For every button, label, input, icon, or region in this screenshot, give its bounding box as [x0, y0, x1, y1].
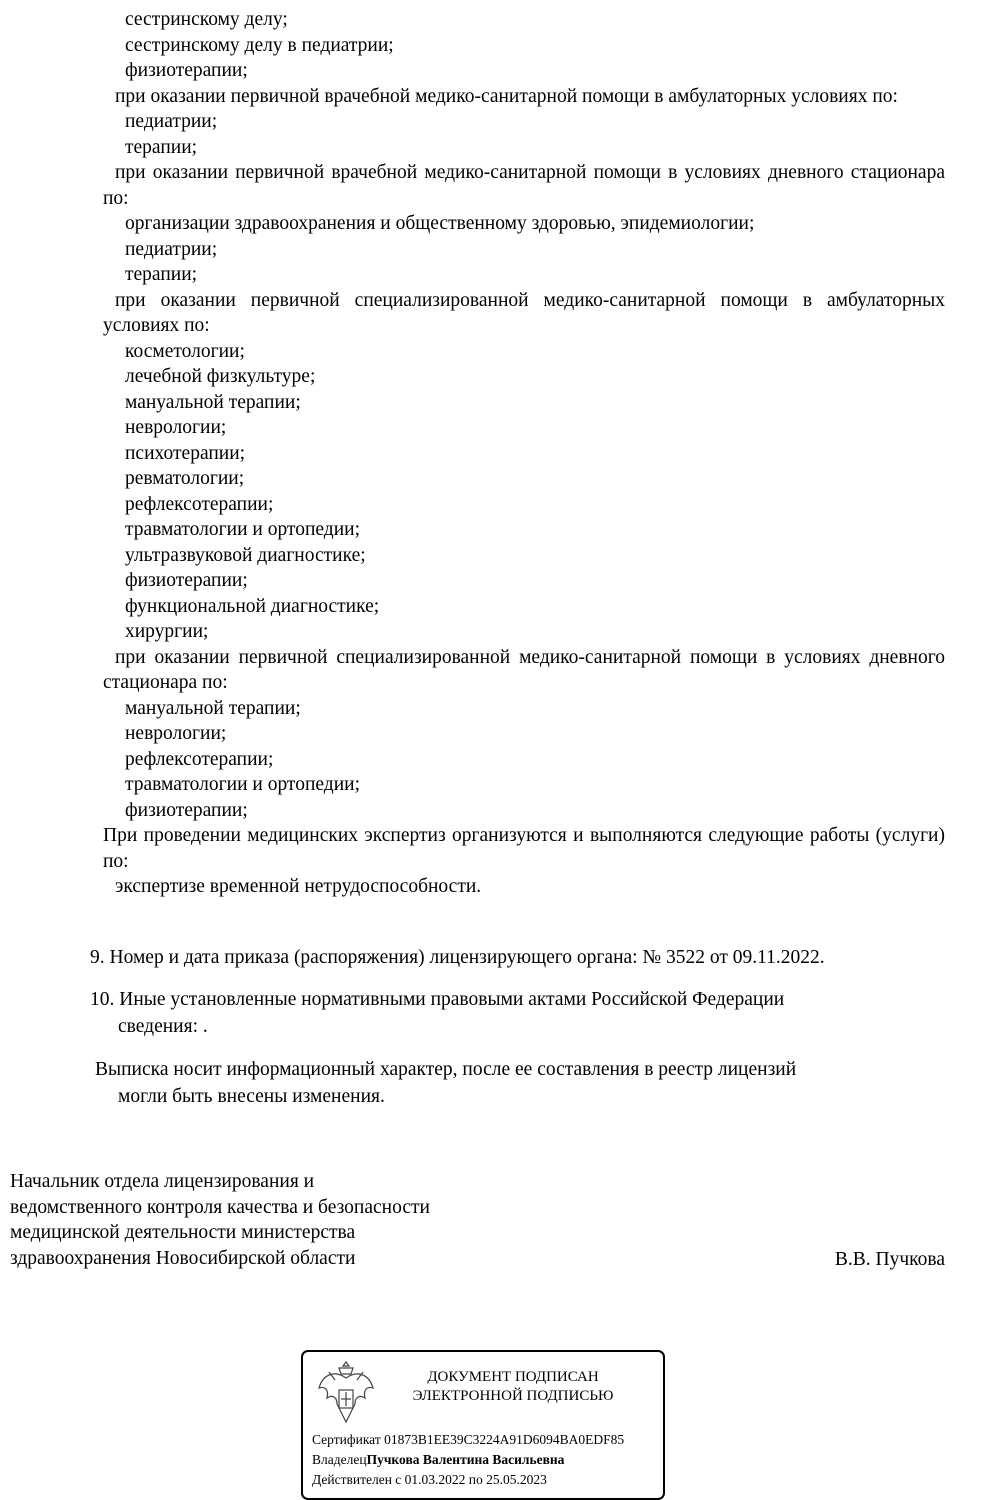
list-item: экспертизе временной нетрудоспособности. [115, 876, 482, 897]
list-item: психотерапии; [125, 442, 246, 464]
owner-name: Пучкова Валентина Васильевна [366, 1452, 565, 1467]
item-10 [90, 986, 784, 1040]
signatory-line: ведомственного контроля качества и безопасности [10, 1196, 430, 1218]
signatory-line: здравоохранения Новосибирской области [10, 1247, 356, 1269]
stamp-details [312, 1430, 624, 1490]
list-item: терапии; [125, 136, 198, 158]
signatory-line: медицинской деятельности министерства [10, 1222, 356, 1243]
section-heading: при оказании первичной специализированной медико-санитарной помощи в амбулаторных условиях по: [103, 289, 945, 336]
list-item: сестринскому делу; [125, 9, 288, 30]
list-item: травматологии и ортопедии; [125, 519, 360, 540]
list-item: неврологии; [125, 417, 227, 438]
cert-number: 01873B1EE39C3224A91D6094BA0EDF85 [384, 1432, 625, 1447]
list-item: сестринскому делу в педиатрии; [125, 34, 394, 56]
owner-label: Владелец [312, 1452, 367, 1467]
section-heading: при оказании первичной специализированной медико-санитарной помощи в условиях дневного стационара по: [103, 646, 945, 693]
note-line1: Выписка носит информационный характер, после ее составления в реестр лицензий [95, 1059, 797, 1080]
list-item: педиатрии; [125, 238, 218, 260]
list-item: физиотерапии; [125, 799, 248, 821]
cert-label: Сертификат [312, 1432, 381, 1447]
item-10-line1: 10. Иные установленные нормативными правовыми актами Российской Федерации [90, 989, 785, 1010]
signatory-position [10, 1169, 430, 1271]
signatory-name: В.В. Пучкова [834, 1249, 945, 1270]
list-item: мануальной терапии; [125, 391, 301, 413]
stamp-title-line2: ЭЛЕКТРОННОЙ ПОДПИСЬЮ [412, 1388, 614, 1404]
stamp-title-line1: ДОКУМЕНТ ПОДПИСАН [427, 1369, 599, 1385]
list-item: ультразвуковой диагностике; [125, 544, 366, 566]
list-item: неврологии; [125, 723, 227, 744]
electronic-signature-stamp [301, 1350, 665, 1500]
license-activities [103, 7, 945, 900]
stamp-certificate [312, 1430, 624, 1450]
note [95, 1056, 796, 1110]
list-item: функциональной диагностике; [125, 595, 380, 617]
list-item: косметологии; [125, 340, 245, 362]
note-line2: могли быть внесены изменения. [118, 1086, 385, 1107]
item-10-line2: сведения: . [118, 1016, 208, 1037]
section-heading: при оказании первичной врачебной медико-санитарной помощи в условиях дневного стационара по: [103, 162, 945, 209]
stamp-validity: Действителен с 01.03.2022 по 25.05.2023 [312, 1472, 547, 1487]
section-heading: при оказании первичной врачебной медико-санитарной помощи в амбулаторных условиях по: [115, 85, 898, 107]
list-item: педиатрии; [125, 111, 218, 132]
list-item: физиотерапии; [125, 570, 248, 591]
expertise-heading: При проведении медицинских экспертиз организуются и выполняются следующие работы (услуги) по: [103, 825, 945, 872]
list-item: мануальной терапии; [125, 697, 301, 719]
list-item: терапии; [125, 264, 198, 285]
stamp-title [403, 1368, 623, 1406]
list-item: травматологии и ортопедии; [125, 774, 360, 795]
signatory-line: Начальник отдела лицензирования и [10, 1171, 315, 1192]
item-9: 9. Номер и дата приказа (распоряжения) лицензирующего органа: № 3522 от 09.11.2022. [90, 947, 825, 968]
list-item: организации здравоохранения и общественному здоровью, эпидемиологии; [125, 213, 755, 234]
list-item: хирургии; [125, 621, 209, 642]
stamp-owner [312, 1450, 624, 1470]
list-item: рефлексотерапии; [125, 493, 274, 515]
list-item: физиотерапии; [125, 60, 248, 81]
list-item: рефлексотерапии; [125, 748, 274, 770]
list-item: лечебной физкультуре; [125, 366, 316, 387]
coat-of-arms-icon [315, 1360, 377, 1430]
list-item: ревматологии; [125, 468, 245, 489]
